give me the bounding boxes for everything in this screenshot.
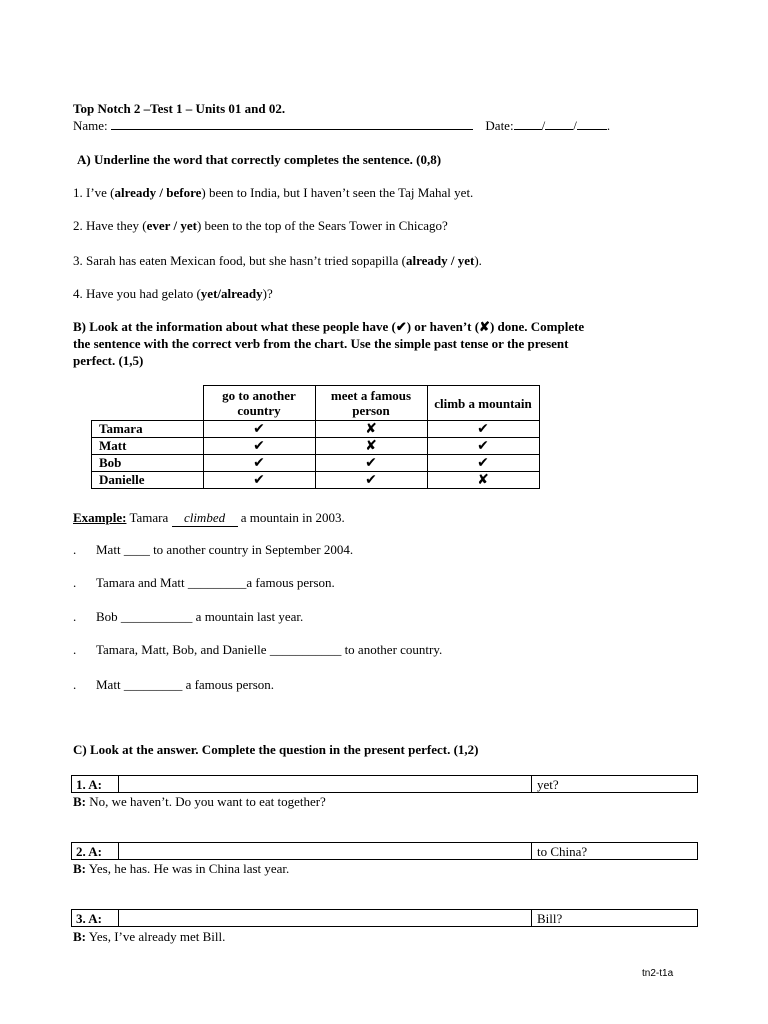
date-year-blank bbox=[577, 118, 607, 130]
cross-mark-icon: ✘ bbox=[315, 438, 427, 455]
person-name: Danielle bbox=[92, 472, 204, 489]
check-mark-icon: ✔ bbox=[315, 472, 427, 489]
answer-line: B: Yes, he has. He was in China last year. bbox=[73, 861, 290, 876]
section-b-heading-line: B) Look at the information about what these people have (✔) or haven’t (✘) done. Complete bbox=[73, 319, 585, 334]
table-row bbox=[92, 472, 540, 489]
cross-mark-icon: ✘ bbox=[315, 421, 427, 438]
section-a-item: 1. I’ve (already / before) been to India, but I haven’t seen the Taj Mahal yet. bbox=[73, 185, 474, 200]
check-mark-icon: ✔ bbox=[315, 455, 427, 472]
answer-blank: ___________ bbox=[269, 642, 342, 657]
person-name: Bob bbox=[92, 455, 204, 472]
answer-blank: ___________ bbox=[120, 609, 193, 624]
exercise-line: . Matt ____ to another country in September 2004. bbox=[73, 542, 354, 557]
answer-blank: ____ bbox=[123, 542, 150, 557]
choice-options: already / before bbox=[114, 185, 202, 200]
date-separator: / bbox=[573, 118, 577, 133]
name-blank bbox=[111, 118, 473, 130]
check-mark-icon: ✔ bbox=[427, 438, 539, 455]
answer-blank: _________ bbox=[123, 677, 183, 692]
page-code: tn2-t1a bbox=[642, 968, 674, 979]
table-row bbox=[92, 421, 540, 438]
date-separator: / bbox=[541, 118, 546, 133]
exercise-line: . Tamara and Matt _________a famous person. bbox=[73, 575, 335, 590]
exercise-line: . Tamara, Matt, Bob, and Danielle ___________ to another country. bbox=[73, 642, 443, 657]
question-label: 2. A: bbox=[76, 844, 102, 859]
choice-options: ever / yet bbox=[146, 218, 197, 233]
question-box bbox=[71, 842, 698, 860]
section-a-item: 2. Have they (ever / yet) been to the top of the Sears Tower in Chicago? bbox=[73, 218, 448, 233]
answer-blank: _________ bbox=[187, 575, 247, 590]
page-title: Top Notch 2 –Test 1 – Units 01 and 02. bbox=[73, 101, 286, 116]
column-header: go to another country bbox=[203, 386, 315, 421]
check-mark-icon: ✔ bbox=[427, 421, 539, 438]
section-c-heading: C) Look at the answer. Complete the question in the present perfect. (1,2) bbox=[73, 742, 479, 757]
chart-corner bbox=[92, 386, 204, 421]
cross-mark-icon: ✘ bbox=[427, 472, 539, 489]
section-b-heading-line: perfect. (1,5) bbox=[73, 353, 144, 368]
check-mark-icon: ✔ bbox=[203, 438, 315, 455]
exercise-line: . Bob ___________ a mountain last year. bbox=[73, 609, 304, 624]
answer-line: B: Yes, I’ve already met Bill. bbox=[73, 929, 226, 944]
question-ending: yet? bbox=[537, 777, 559, 792]
example-answer-blank bbox=[172, 510, 238, 527]
date-day-blank bbox=[514, 118, 542, 130]
question-label: 3. A: bbox=[76, 911, 102, 926]
example-line bbox=[73, 510, 345, 527]
section-a-heading: A) Underline the word that correctly completes the sentence. (0,8) bbox=[77, 152, 442, 167]
name-label: Name: bbox=[73, 118, 108, 133]
exercise-line: . Matt _________ a famous person. bbox=[73, 677, 275, 692]
date-month-blank bbox=[545, 118, 573, 130]
check-mark-icon: ✔ bbox=[203, 472, 315, 489]
question-label: 1. A: bbox=[76, 777, 102, 792]
person-name: Tamara bbox=[92, 421, 204, 438]
section-a-item: 3. Sarah has eaten Mexican food, but she hasn’t tried sopapilla (already / yet). bbox=[73, 253, 482, 268]
activity-chart bbox=[91, 385, 540, 489]
check-mark-icon: ✔ bbox=[203, 421, 315, 438]
example-label: Example: bbox=[73, 510, 127, 525]
table-row bbox=[92, 455, 540, 472]
example-subject: Tamara bbox=[129, 510, 169, 525]
answer-line: B: No, we haven’t. Do you want to eat together? bbox=[73, 794, 326, 809]
example-rest: a mountain in 2003. bbox=[240, 510, 345, 525]
example-answer: climbed bbox=[183, 510, 226, 525]
section-a-item: 4. Have you had gelato (yet/already)? bbox=[73, 286, 273, 301]
question-box bbox=[71, 909, 698, 927]
check-mark-icon: ✔ bbox=[203, 455, 315, 472]
section-b-heading-line: the sentence with the correct verb from the chart. Use the simple past tense or the present bbox=[73, 336, 569, 351]
date-label: Date: bbox=[485, 118, 514, 133]
name-line bbox=[73, 118, 610, 134]
question-ending: Bill? bbox=[537, 911, 563, 926]
question-box bbox=[71, 775, 698, 793]
date-end: . bbox=[606, 118, 611, 133]
column-header: climb a mountain bbox=[427, 386, 539, 421]
choice-options: yet/already bbox=[200, 286, 263, 301]
person-name: Matt bbox=[92, 438, 204, 455]
table-row bbox=[92, 438, 540, 455]
check-mark-icon: ✔ bbox=[427, 455, 539, 472]
choice-options: already / yet bbox=[405, 253, 475, 268]
question-ending: to China? bbox=[537, 844, 588, 859]
column-header: meet a famous person bbox=[315, 386, 427, 421]
